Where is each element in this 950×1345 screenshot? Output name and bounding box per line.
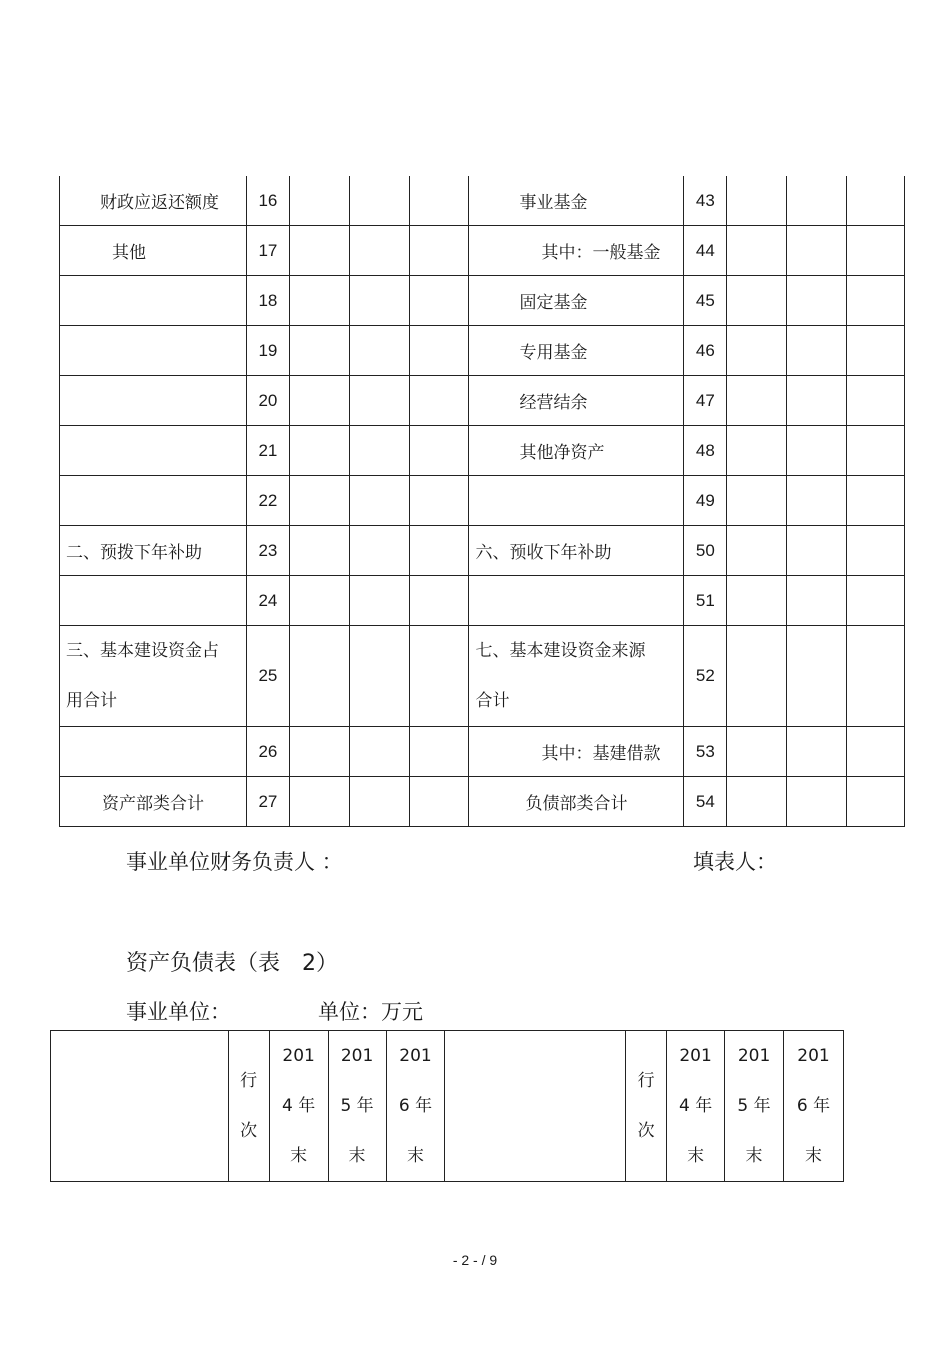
value-cell	[787, 376, 847, 426]
left-row-number: 20	[246, 376, 289, 426]
table2-title: 资产负债表（表 2）	[126, 951, 338, 976]
balance-sheet-table-2-header	[50, 1030, 844, 1182]
value-cell	[787, 176, 847, 226]
table-row	[60, 326, 905, 376]
right-item-label: 其中：基建借款	[469, 727, 684, 777]
year-line: 末	[290, 1146, 308, 1166]
table-row	[60, 626, 905, 727]
item-header-cell	[445, 1031, 626, 1182]
right-item-label: 其中：一般基金	[469, 226, 684, 276]
value-cell	[727, 176, 787, 226]
right-row-number: 50	[684, 526, 727, 576]
year-line: 末	[407, 1146, 424, 1166]
value-cell	[727, 426, 787, 476]
value-cell	[727, 576, 787, 626]
value-cell	[727, 626, 787, 727]
right-row-number: 44	[684, 226, 727, 276]
year-line: 末	[745, 1146, 763, 1166]
value-cell	[787, 276, 847, 326]
value-cell	[727, 777, 787, 827]
table-row	[60, 727, 905, 777]
year-2015-header	[328, 1031, 386, 1182]
value-cell	[349, 326, 409, 376]
left-row-number: 27	[246, 777, 289, 827]
value-cell	[349, 226, 409, 276]
value-cell	[289, 476, 349, 526]
value-cell	[847, 226, 905, 276]
left-row-number: 26	[246, 727, 289, 777]
right-item-label: 专用基金	[469, 326, 684, 376]
org-label: 事业单位：	[126, 1000, 231, 1024]
left-item-label	[60, 476, 247, 526]
right-row-number: 53	[684, 727, 727, 777]
finance-head-label: 事业单位财务负责人 ：	[126, 850, 343, 874]
value-cell	[289, 326, 349, 376]
filler-label: 填表人：	[693, 850, 777, 874]
value-cell	[787, 576, 847, 626]
year-line: 201	[679, 1046, 712, 1066]
item-header-cell	[51, 1031, 229, 1182]
left-item-label	[60, 326, 247, 376]
value-cell	[727, 476, 787, 526]
value-cell	[787, 526, 847, 576]
row-no-header	[626, 1031, 667, 1182]
value-cell	[787, 226, 847, 276]
value-cell	[727, 226, 787, 276]
table-row	[60, 426, 905, 476]
value-cell	[349, 176, 409, 226]
value-cell	[409, 576, 469, 626]
value-cell	[409, 226, 469, 276]
left-item-label: 其他	[60, 226, 247, 276]
value-cell	[787, 426, 847, 476]
value-cell	[727, 526, 787, 576]
right-row-number: 49	[684, 476, 727, 526]
label-line: 合计	[475, 691, 510, 711]
year-2014-header	[667, 1031, 725, 1182]
right-row-number: 45	[684, 276, 727, 326]
year-2016-header	[784, 1031, 844, 1182]
right-item-label	[469, 476, 684, 526]
year-line: 5 年	[737, 1096, 771, 1116]
balance-sheet-table-1	[59, 176, 905, 827]
right-item-label: 固定基金	[469, 276, 684, 326]
value-cell	[409, 426, 469, 476]
year-line: 6 年	[398, 1096, 433, 1116]
year-2014-header	[269, 1031, 328, 1182]
value-cell	[289, 176, 349, 226]
value-cell	[289, 727, 349, 777]
row-no-char: 行	[240, 1071, 258, 1091]
value-cell	[787, 777, 847, 827]
value-cell	[349, 777, 409, 827]
value-cell	[847, 176, 905, 226]
page-number: - 2 - / 9	[452, 1252, 498, 1268]
row-no-char: 次	[240, 1121, 258, 1141]
value-cell	[787, 626, 847, 727]
left-item-label	[60, 576, 247, 626]
year-line: 末	[805, 1146, 822, 1166]
year-line: 4 年	[281, 1096, 316, 1116]
table-row	[60, 376, 905, 426]
value-cell	[409, 276, 469, 326]
value-cell	[727, 276, 787, 326]
value-cell	[847, 276, 905, 326]
value-cell	[847, 727, 905, 777]
value-cell	[847, 476, 905, 526]
value-cell	[847, 777, 905, 827]
value-cell	[787, 476, 847, 526]
value-cell	[349, 626, 409, 727]
table-row	[60, 777, 905, 827]
value-cell	[289, 777, 349, 827]
right-item-label: 负债部类合计	[469, 777, 684, 827]
value-cell	[409, 326, 469, 376]
value-cell	[289, 226, 349, 276]
value-cell	[289, 576, 349, 626]
value-cell	[409, 626, 469, 727]
value-cell	[409, 176, 469, 226]
right-item-label: 六、预收下年补助	[469, 526, 684, 576]
right-row-number: 54	[684, 777, 727, 827]
left-row-number: 24	[246, 576, 289, 626]
table-row	[60, 526, 905, 576]
right-row-number: 52	[684, 626, 727, 727]
left-row-number: 19	[246, 326, 289, 376]
left-row-number: 23	[246, 526, 289, 576]
year-line: 6 年	[796, 1096, 831, 1116]
value-cell	[847, 426, 905, 476]
row-no-header	[228, 1031, 269, 1182]
right-item-label	[469, 576, 684, 626]
value-cell	[727, 727, 787, 777]
left-row-number: 17	[246, 226, 289, 276]
value-cell	[349, 526, 409, 576]
right-item-label: 事业基金	[469, 176, 684, 226]
label-line: 三、基本建设资金占	[66, 641, 219, 661]
year-line: 4 年	[678, 1096, 713, 1116]
row-no-char: 次	[637, 1121, 655, 1141]
value-cell	[847, 376, 905, 426]
table-header-row	[51, 1031, 844, 1182]
value-cell	[349, 476, 409, 526]
value-cell	[409, 376, 469, 426]
table-row	[60, 176, 905, 226]
left-row-number: 25	[246, 626, 289, 727]
value-cell	[349, 576, 409, 626]
left-item-label: 资产部类合计	[60, 777, 247, 827]
right-row-number: 46	[684, 326, 727, 376]
value-cell	[727, 326, 787, 376]
right-item-label: 其他净资产	[469, 426, 684, 476]
value-cell	[349, 426, 409, 476]
left-item-label	[60, 727, 247, 777]
year-line: 201	[282, 1046, 315, 1066]
label-line: 用合计	[66, 691, 117, 711]
right-row-number: 51	[684, 576, 727, 626]
year-line: 末	[687, 1146, 705, 1166]
value-cell	[289, 626, 349, 727]
left-item-label	[60, 426, 247, 476]
year-2015-header	[725, 1031, 784, 1182]
left-row-number: 18	[246, 276, 289, 326]
value-cell	[349, 276, 409, 326]
year-2016-header	[386, 1031, 445, 1182]
year-line: 201	[340, 1046, 374, 1066]
table-row	[60, 276, 905, 326]
value-cell	[289, 526, 349, 576]
left-row-number: 21	[246, 426, 289, 476]
right-row-number: 48	[684, 426, 727, 476]
value-cell	[727, 376, 787, 426]
table-row	[60, 576, 905, 626]
value-cell	[409, 727, 469, 777]
value-cell	[289, 376, 349, 426]
value-cell	[787, 326, 847, 376]
unit-label: 单位：万元	[318, 1000, 423, 1024]
left-item-label	[60, 626, 247, 727]
left-item-label: 二、预拨下年补助	[60, 526, 247, 576]
value-cell	[787, 727, 847, 777]
value-cell	[847, 326, 905, 376]
year-line: 201	[399, 1046, 432, 1066]
value-cell	[409, 526, 469, 576]
value-cell	[349, 376, 409, 426]
year-line: 末	[348, 1146, 366, 1166]
left-item-label: 财政应返还额度	[60, 176, 247, 226]
year-line: 201	[737, 1046, 771, 1066]
right-item-label	[469, 626, 684, 727]
value-cell	[847, 526, 905, 576]
right-row-number: 43	[684, 176, 727, 226]
value-cell	[349, 727, 409, 777]
value-cell	[289, 426, 349, 476]
value-cell	[847, 576, 905, 626]
year-line: 201	[797, 1046, 830, 1066]
right-row-number: 47	[684, 376, 727, 426]
year-line: 5 年	[340, 1096, 374, 1116]
table-row	[60, 476, 905, 526]
table-row	[60, 226, 905, 276]
left-row-number: 22	[246, 476, 289, 526]
label-line: 七、基本建设资金来源	[475, 641, 646, 661]
value-cell	[847, 626, 905, 727]
left-item-label	[60, 276, 247, 326]
right-item-label: 经营结余	[469, 376, 684, 426]
row-no-char: 行	[637, 1071, 655, 1091]
left-item-label	[60, 376, 247, 426]
value-cell	[409, 777, 469, 827]
left-row-number: 16	[246, 176, 289, 226]
value-cell	[289, 276, 349, 326]
value-cell	[409, 476, 469, 526]
